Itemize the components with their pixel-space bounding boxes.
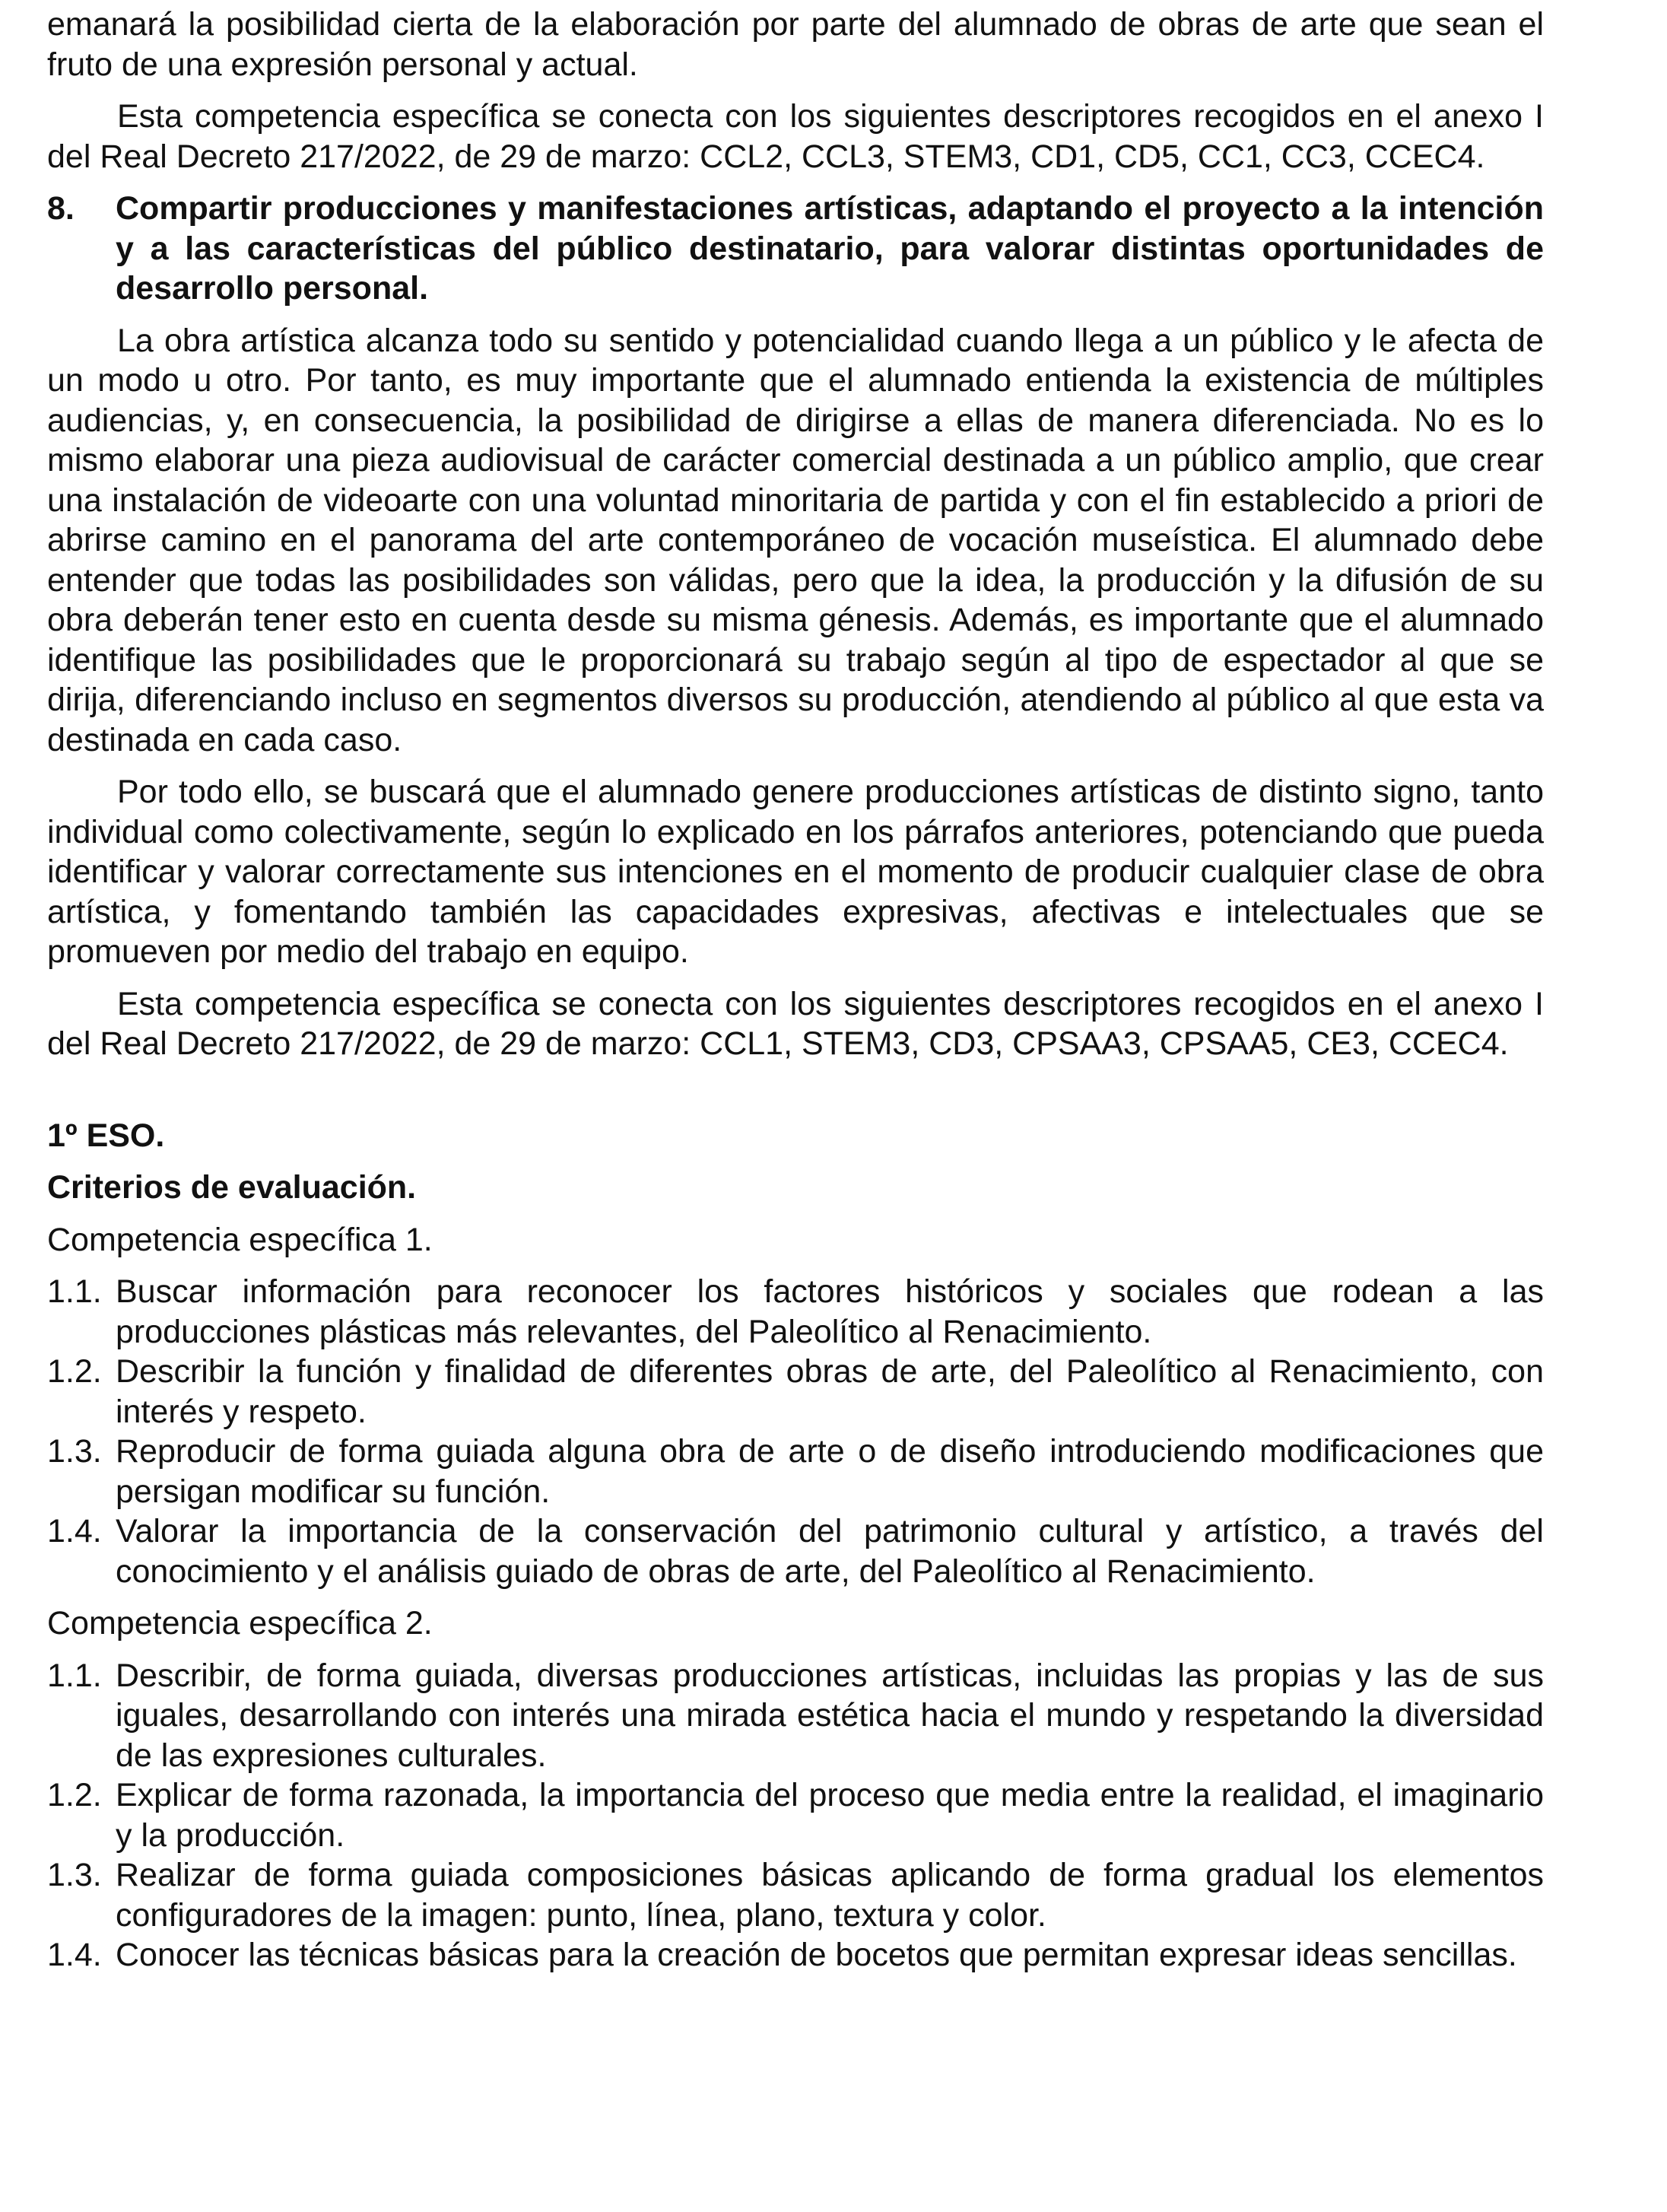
- criterion-item: [47, 1432, 1544, 1511]
- criterion-item: [47, 1775, 1544, 1855]
- criterion-item: [47, 1352, 1544, 1432]
- criterion-item: [47, 1935, 1544, 1975]
- criterion-text: Buscar información para reconocer los factores históricos y sociales que rodean a las producciones plásticas más relevantes, del Paleolítico al Renacimiento.: [116, 1273, 1544, 1350]
- competencia-2-label: Competencia específica 2.: [47, 1605, 433, 1642]
- competencia-2-criteria-list: [47, 1656, 1544, 1975]
- intro-descriptors-paragraph: Esta competencia específica se conecta con los siguientes descriptores recogidos en el anexo I del Real Decreto 217/2022, de 29 de marzo: CCL2, CCL3, STEM3, CD1, CD5, CC1, CC3, CCEC4.: [47, 98, 1544, 175]
- criterion-number: 1.1.: [47, 1273, 102, 1310]
- document-page: [47, 0, 1544, 1975]
- criteria-title: Criterios de evaluación.: [47, 1169, 417, 1206]
- criterion-item: [47, 1511, 1544, 1591]
- criterion-item: [47, 1272, 1544, 1352]
- section-8-descriptors-paragraph: Esta competencia específica se conecta con los siguientes descriptores recogidos en el anexo I del Real Decreto 217/2022, de 29 de marzo: CCL1, STEM3, CD3, CPSAA3, CPSAA5, CE3, CCEC4.: [47, 985, 1544, 1062]
- intro-paragraph-continuation: emanará la posibilidad cierta de la elaboración por parte del alumnado de obras de arte que sean el fruto de una expresión personal y actual.: [47, 6, 1544, 83]
- criterion-number: 1.2.: [47, 1777, 102, 1813]
- criterion-number: 1.3.: [47, 1433, 102, 1470]
- criterion-number: 1.1.: [47, 1657, 102, 1694]
- criterion-text: Explicar de forma razonada, la importancia del proceso que media entre la realidad, el imaginario y la producción.: [116, 1777, 1544, 1854]
- criterion-number: 1.4.: [47, 1513, 102, 1549]
- course-title: 1º ESO.: [47, 1117, 165, 1154]
- criterion-number: 1.3.: [47, 1857, 102, 1893]
- criterion-text: Valorar la importancia de la conservación del patrimonio cultural y artístico, a través del conocimiento y el análisis guiado de obras de arte, del Paleolítico al Renacimiento.: [116, 1513, 1544, 1590]
- section-8-title: Compartir producciones y manifestaciones artísticas, adaptando el proyecto a la intención y a las características del público destinatario, para valorar distintas oportunidades de desarrollo personal.: [116, 190, 1544, 307]
- criterion-text: Describir, de forma guiada, diversas producciones artísticas, incluidas las propias y las de sus iguales, desarrollando con interés una mirada estética hacia el mundo y respetando la diversidad de las expresiones culturales.: [116, 1657, 1544, 1774]
- criterion-text: Reproducir de forma guiada alguna obra de arte o de diseño introduciendo modificaciones que persigan modificar su función.: [116, 1433, 1544, 1510]
- criterion-text: Realizar de forma guiada composiciones básicas aplicando de forma gradual los elementos configuradores de la imagen: punto, línea, plano, textura y color.: [116, 1857, 1544, 1934]
- criterion-item: [47, 1656, 1544, 1776]
- competencia-1-criteria-list: [47, 1272, 1544, 1591]
- section-8-paragraph-2: Por todo ello, se buscará que el alumnado genere producciones artísticas de distinto signo, tanto individual como colectivamente, según lo explicado en los párrafos anteriores, potenciando que pueda identificar y valorar correctamente sus intenciones en el momento de producir cualquier clase de obra artística, y fomentando también las capacidades expresivas, afectivas e intelectuales que se promueven por medio del trabajo en equipo.: [47, 774, 1544, 970]
- criterion-text: Conocer las técnicas básicas para la creación de bocetos que permitan expresar ideas sencillas.: [116, 1937, 1517, 1973]
- criterion-number: 1.2.: [47, 1353, 102, 1390]
- competencia-1-label: Competencia específica 1.: [47, 1221, 433, 1258]
- section-8-number: 8.: [47, 190, 75, 227]
- criterion-text: Describir la función y finalidad de diferentes obras de arte, del Paleolítico al Renacimiento, con interés y respeto.: [116, 1353, 1544, 1430]
- criterion-item: [47, 1855, 1544, 1935]
- criterion-number: 1.4.: [47, 1937, 102, 1973]
- section-8-paragraph-1: La obra artística alcanza todo su sentido y potencialidad cuando llega a un público y le afecta de un modo u otro. Por tanto, es muy importante que el alumnado entienda la existencia de múltiples audiencias, y, en consecuencia, la posibilidad de dirigirse a ellas de manera diferenciada. No es lo mismo elaborar una pieza audiovisual de carácter comercial destinada a un público amplio, que crear una instalación de videoarte con una voluntad minoritaria de partida y con el fin establecido a priori de abrirse camino en el panorama del arte contemporáneo de vocación museística. El alumnado debe entender que todas las posibilidades son válidas, pero que la idea, la producción y la difusión de su obra deberán tener esto en cuenta desde su misma génesis. Además, es importante que el alumnado identifique las posibilidades que le proporcionará su trabajo según al tipo de espectador al que se dirija, diferenciando incluso en segmentos diversos su producción, atendiendo al público al que esta va destinada en cada caso.: [47, 322, 1544, 758]
- section-8-heading: [47, 189, 1544, 309]
